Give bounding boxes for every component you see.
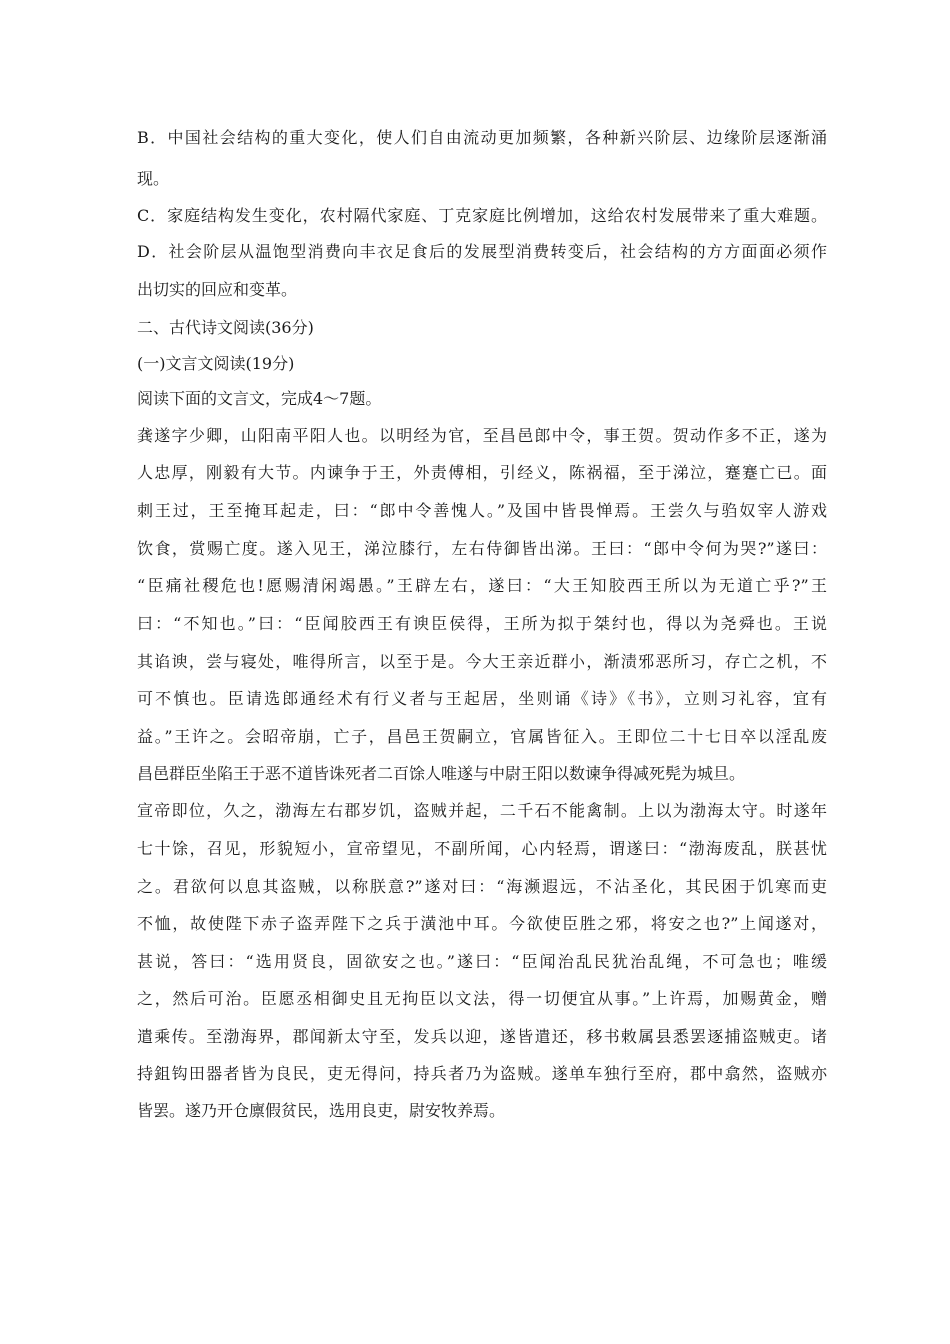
passage-line: 可不慎也。臣请选郎通经术有行义者与王起居，坐则诵《诗》《书》，立则习礼容，宜有 xyxy=(137,689,827,708)
passage-line: 不恤，故使陛下赤子盗弄陛下之兵于潢池中耳。今欲使臣胜之邪，将安之也?”上闻遂对， xyxy=(137,914,827,933)
option-d-line-2: 出切实的回应和变革。 xyxy=(137,280,298,299)
instruction-text: 阅读下面的文言文，完成4～7题。 xyxy=(137,389,382,408)
subsection-heading: (一)文言文阅读(19分) xyxy=(137,354,295,373)
passage-line: “臣痛社稷危也!愿赐清闲竭愚。”王辟左右，遂曰：“大王知胶西王所以为无道亡乎?”王 xyxy=(137,576,827,595)
passage-line: 之。君欲何以息其盗贼，以称朕意?”遂对曰：“海濒遐远，不沾圣化，其民困于饥寒而吏 xyxy=(137,877,827,896)
passage-line: 之，然后可治。臣愿丞相御史且无拘臣以文法，得一切便宜从事。”上许焉，加赐黄金，赠 xyxy=(137,989,827,1008)
option-b-line-1: B．中国社会结构的重大变化，使人们自由流动更加频繁，各种新兴阶层、边缘阶层逐渐涌 xyxy=(137,128,827,147)
passage-line: 曰：“不知也。”曰：“臣闻胶西王有谀臣侯得，王所为拟于桀纣也，得以为尧舜也。王说 xyxy=(137,614,827,633)
passage-line: 持鉏钩田器者皆为良民，吏无得问，持兵者乃为盗贼。遂单车独行至府，郡中翕然，盗贼亦 xyxy=(137,1064,827,1083)
passage-line: 其谄谀，尝与寝处，唯得所言，以至于是。今大王亲近群小，渐渍邪恶所习，存亡之机，不 xyxy=(137,652,827,671)
passage-line: 宣帝即位，久之，渤海左右郡岁饥，盗贼并起，二千石不能禽制。上以为渤海太守。时遂年 xyxy=(137,801,827,820)
option-c-line: C．家庭结构发生变化，农村隔代家庭、丁克家庭比例增加，这给农村发展带来了重大难题。 xyxy=(137,206,827,225)
passage-line: 遣乘传。至渤海界，郡闻新太守至，发兵以迎，遂皆遣还，移书敕属县悉罢逐捕盗贼吏。诸 xyxy=(137,1027,827,1046)
passage-line: 甚说，答曰：“选用贤良，固欲安之也。”遂曰：“臣闻治乱民犹治乱绳，不可急也；唯缓 xyxy=(137,952,827,971)
option-b-line-2: 现。 xyxy=(137,169,170,188)
passage-line: 龚遂字少卿，山阳南平阳人也。以明经为官，至昌邑郎中令，事王贺。贺动作多不正，遂为 xyxy=(137,426,827,445)
passage-line: 饮食，赏赐亡度。遂入见王，涕泣膝行，左右侍御皆出涕。王曰：“郎中令何为哭?”遂曰： xyxy=(137,539,827,558)
passage-line: 昌邑群臣坐陷王于恶不道皆诛死者二百馀人唯遂与中尉王阳以数谏争得减死髡为城旦。 xyxy=(137,764,746,783)
passage-line: 七十馀，召见，形貌短小，宣帝望见，不副所闻，心内轻焉，谓遂曰：“渤海废乱，朕甚忧 xyxy=(137,839,827,858)
section-heading: 二、古代诗文阅读(36分) xyxy=(137,318,314,337)
option-d-line-1: D．社会阶层从温饱型消费向丰衣足食后的发展型消费转变后，社会结构的方方面面必须作 xyxy=(137,242,827,261)
passage-line: 皆罢。遂乃开仓廪假贫民，选用良吏，尉安牧养焉。 xyxy=(137,1101,506,1120)
passage-line: 人忠厚，刚毅有大节。内谏争于王，外责傅相，引经义，陈祸福，至于涕泣，蹇蹇亡已。面 xyxy=(137,463,827,482)
passage-line: 益。”王许之。会昭帝崩，亡子，昌邑王贺嗣立，官属皆征入。王即位二十七日卒以淫乱废 xyxy=(137,727,827,746)
passage-line: 刺王过，王至掩耳起走，曰：“郎中令善愧人。”及国中皆畏惮焉。王尝久与驺奴宰人游戏 xyxy=(137,501,827,520)
